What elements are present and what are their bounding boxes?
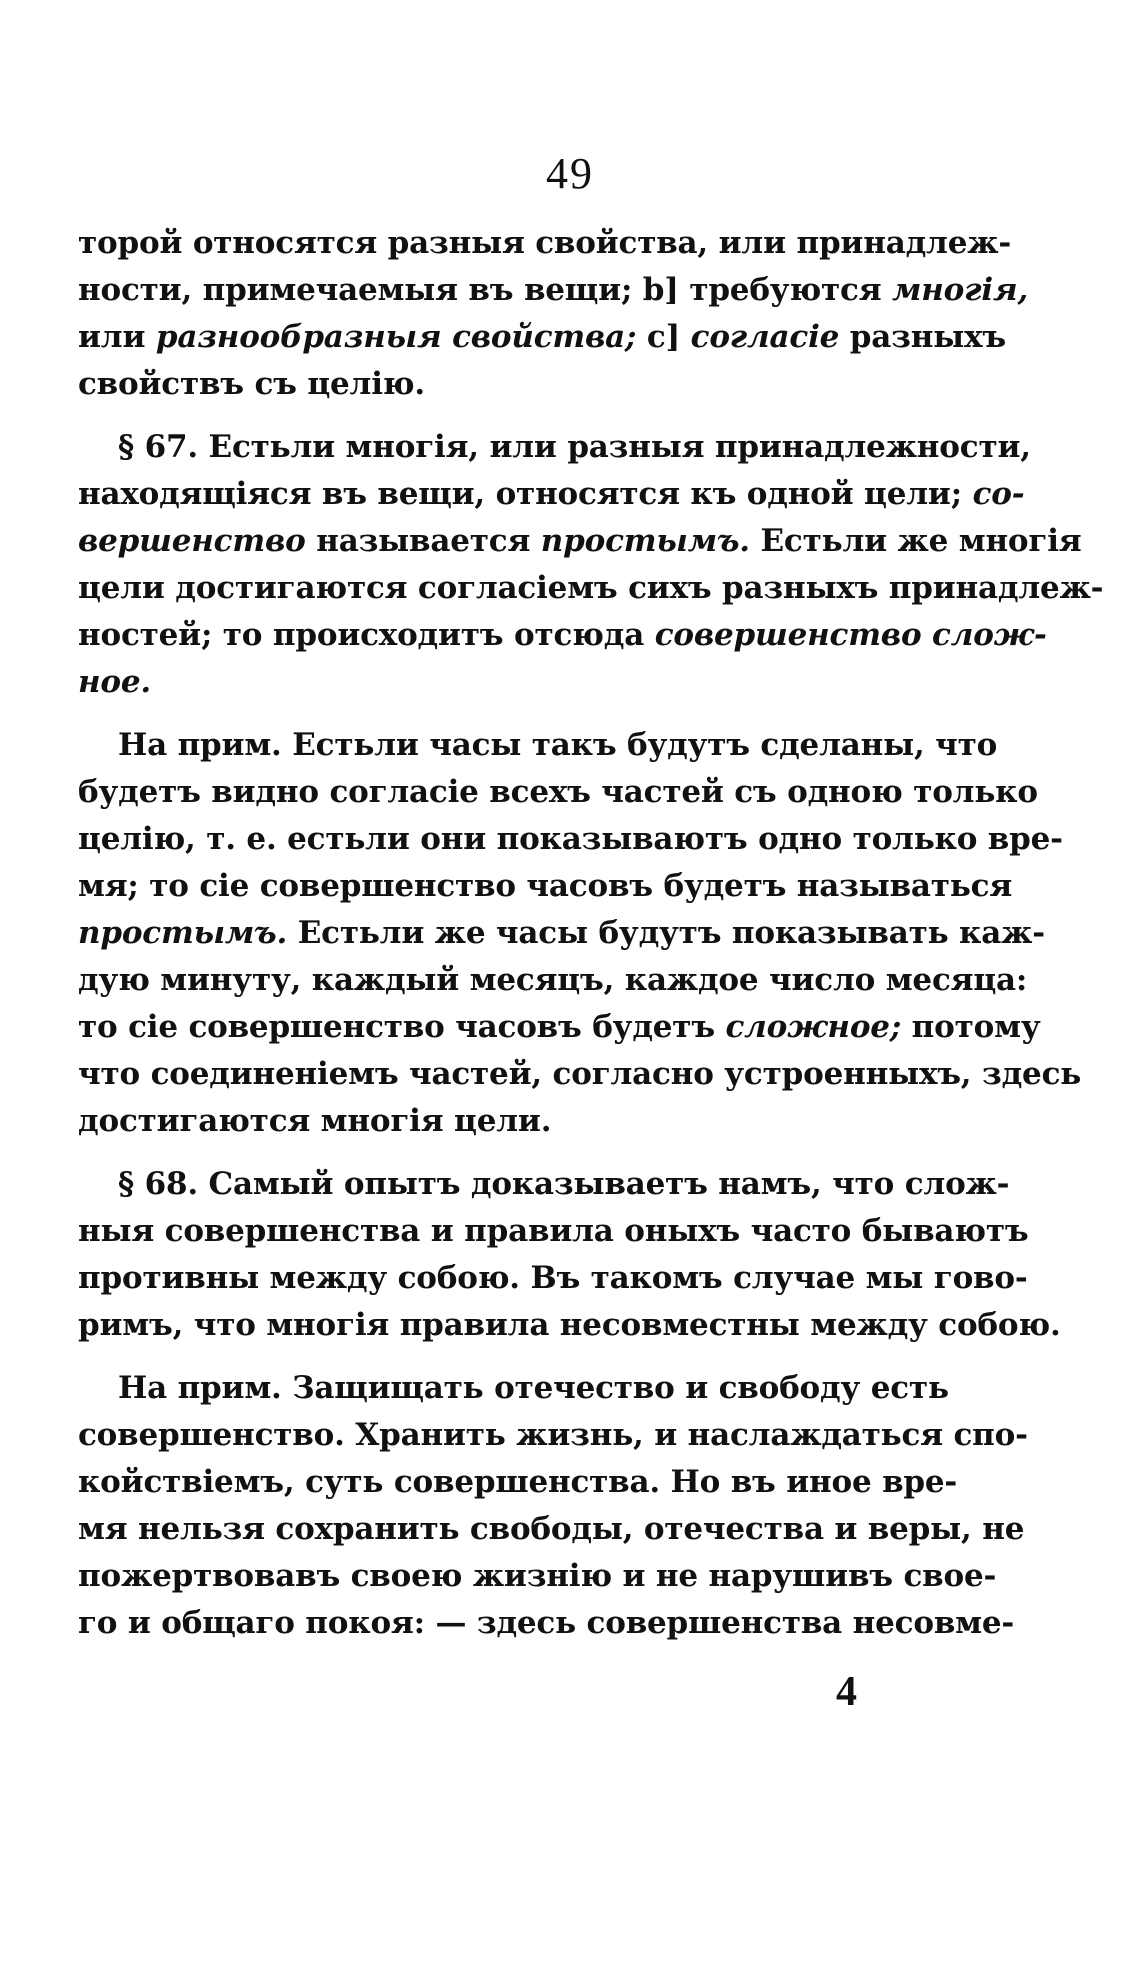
line-text: Естьли же часы будутъ показывать каж- — [297, 915, 1045, 951]
text-line — [78, 1412, 1028, 1459]
text-line — [78, 1255, 1028, 1302]
line-text: потому — [911, 1009, 1041, 1045]
italic-term: разнообразныя свойства; — [155, 319, 637, 355]
line-text: На прим. Естьли часы такъ будутъ сделаны, что — [118, 727, 998, 763]
text-line — [78, 957, 1028, 1004]
italic-term: согласіе — [690, 319, 840, 355]
line-text: дую минуту, каждый месяцъ, каждое число месяца: — [78, 962, 1028, 998]
text-line — [78, 816, 1063, 863]
line-text: го и общаго покоя: — здесь совершенства несовме- — [78, 1605, 1015, 1641]
text-line — [78, 471, 1025, 518]
text-line — [78, 659, 908, 706]
line-text: § 68. Самый опытъ доказываетъ намъ, что слож- — [118, 1166, 1010, 1202]
line-text: целію, т. е. естьли они показываютъ одно только вре- — [78, 821, 1063, 857]
line-text: будетъ видно согласіе всехъ частей съ одною только — [78, 774, 1038, 810]
text-line — [78, 267, 1029, 314]
text-line — [78, 863, 1013, 910]
text-line — [78, 518, 1082, 565]
line-text: мя нельзя сохранить свободы, отечества и веры, не — [78, 1511, 1025, 1547]
page-number: 49 — [546, 149, 594, 198]
signature-mark: 4 — [836, 1669, 857, 1715]
italic-term: вершенство — [78, 523, 306, 559]
line-text: что соединеніемъ частей, согласно устроенныхъ, здесь — [78, 1056, 1082, 1092]
paragraph-68-start — [78, 1161, 1010, 1208]
line-text: Естьли же многія — [760, 523, 1082, 559]
text-line — [78, 1098, 908, 1145]
text-line — [78, 1506, 1025, 1553]
line-text: совершенство. Хранить жизнь, и наслаждаться спо- — [78, 1417, 1028, 1453]
line-text: с] — [646, 319, 681, 355]
line-text: противны между собою. Въ такомъ случае мы гово- — [78, 1260, 1028, 1296]
example-1-start — [78, 722, 998, 769]
text-line — [78, 1004, 1041, 1051]
text-line — [78, 1600, 1015, 1647]
line-text: ностей; то происходитъ отсюда — [78, 617, 645, 653]
line-text: свойствъ съ целію. — [78, 366, 425, 402]
text-line — [78, 1051, 1082, 1098]
line-text: § 67. Естьли многія, или разныя принадлежности, — [118, 429, 1031, 465]
paragraph-67-start — [78, 424, 1031, 471]
line-text: достигаются многія цели. — [78, 1103, 552, 1139]
text-line — [78, 361, 908, 408]
text-line — [78, 910, 1045, 957]
text-line — [78, 565, 1104, 612]
text-line — [78, 1553, 997, 1600]
line-text: На прим. Защищать отечество и свободу есть — [118, 1370, 949, 1406]
example-2-start — [78, 1365, 949, 1412]
line-text: римъ, что многія правила несовместны между собою. — [78, 1307, 1061, 1343]
line-text: ныя совершенства и правила оныхъ часто бываютъ — [78, 1213, 1029, 1249]
italic-term: совершенство слож- — [654, 617, 1047, 653]
line-text: ности, примечаемыя въ вещи; b] требуются — [78, 272, 882, 308]
italic-term: многія, — [892, 272, 1029, 308]
line-text: находящіяся въ вещи, относятся къ одной цели; — [78, 476, 962, 512]
text-line — [78, 769, 1038, 816]
italic-term: простымъ. — [540, 523, 750, 559]
text-line — [78, 1459, 958, 1506]
italic-term: ное. — [78, 664, 151, 700]
italic-term: простымъ. — [78, 915, 288, 951]
line-text: то сіе совершенство часовъ будетъ — [78, 1009, 715, 1045]
text-line — [78, 612, 1047, 659]
text-line — [78, 314, 1006, 361]
line-text: торой относятся разныя свойства, или принадлеж- — [78, 225, 1011, 261]
text-line — [78, 1208, 1029, 1255]
line-text: или — [78, 319, 146, 355]
italic-term: со- — [972, 476, 1025, 512]
line-text: койствіемъ, суть совершенства. Но въ иное вре- — [78, 1464, 958, 1500]
line-text: разныхъ — [849, 319, 1006, 355]
body-text — [78, 220, 1104, 1647]
line-text: называется — [316, 523, 531, 559]
text-line — [78, 1302, 1061, 1349]
line-text: пожертвовавъ своею жизнію и не нарушивъ свое- — [78, 1558, 997, 1594]
line-text: цели достигаются согласіемъ сихъ разныхъ принадлеж- — [78, 570, 1104, 606]
italic-term: сложное; — [725, 1009, 902, 1045]
line-text: мя; то сіе совершенство часовъ будетъ называться — [78, 868, 1013, 904]
text-line — [78, 220, 1011, 267]
